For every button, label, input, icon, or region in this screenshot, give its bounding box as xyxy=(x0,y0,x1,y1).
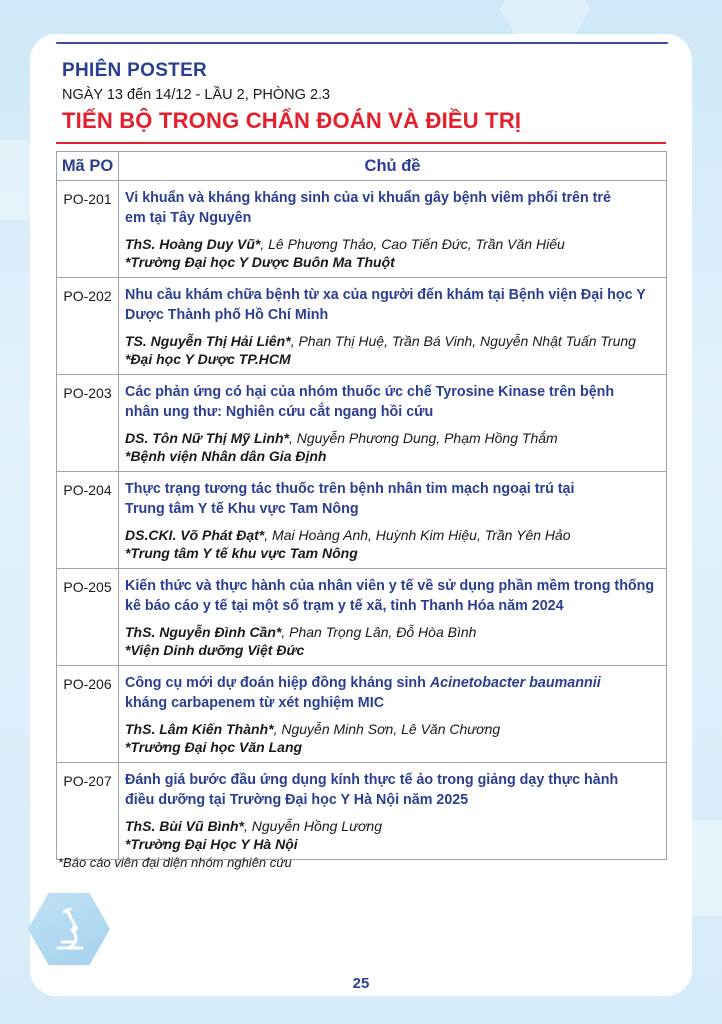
topic-line: Vi khuẩn và kháng kháng sinh của vi khuẩn gây bệnh viêm phổi trên trẻ xyxy=(125,190,611,206)
poster-authors xyxy=(125,526,658,544)
poster-content xyxy=(119,278,667,375)
topic-line: kháng carbapenem từ xét nghiệm MIC xyxy=(125,695,385,711)
co-authors: , Mai Hoàng Anh, Huỳnh Kim Hiệu, Trần Yên Hảo xyxy=(264,527,571,543)
co-authors: , Nguyễn Minh Sơn, Lê Văn Chương xyxy=(273,721,501,737)
table-row xyxy=(57,763,667,860)
poster-affiliation: *Trường Đại học Văn Lang xyxy=(125,739,303,755)
column-header-code: Mã PO xyxy=(57,152,119,181)
topic-line: điều dưỡng tại Trường Đại học Y Hà Nội năm 2025 xyxy=(125,792,469,808)
poster-topic xyxy=(125,479,658,519)
poster-affiliation: *Viện Dinh dưỡng Việt Đức xyxy=(125,642,305,658)
poster-code: PO-205 xyxy=(57,569,119,666)
topic-line: nhân ung thư: Nghiên cứu cắt ngang hồi cứu xyxy=(125,404,434,420)
topic-line: Công cụ mới dự đoán hiệp đồng kháng sinh xyxy=(125,675,430,691)
table-row xyxy=(57,375,667,472)
topic-line: Các phản ứng có hại của nhóm thuốc ức chế Tyrosine Kinase trên bệnh xyxy=(125,384,615,400)
microscope-icon xyxy=(50,904,90,954)
poster-authors xyxy=(125,623,658,641)
topic-species-name: Acinetobacter baumannii xyxy=(429,675,601,691)
topic-line: Nhu cầu khám chữa bệnh từ xa của người đến khám tại Bệnh viện Đại học Y xyxy=(125,287,646,303)
co-authors: , Nguyễn Phương Dung, Phạm Hồng Thắm xyxy=(288,430,558,446)
poster-authors xyxy=(125,817,658,835)
poster-authors xyxy=(125,720,658,738)
poster-code: PO-203 xyxy=(57,375,119,472)
topic-line: Dược Thành phố Hồ Chí Minh xyxy=(125,307,329,323)
section-rule xyxy=(56,142,666,144)
poster-affiliation: *Trường Đại học Y Dược Buôn Ma Thuột xyxy=(125,254,395,270)
poster-code: PO-206 xyxy=(57,666,119,763)
co-authors: , Phan Thị Huệ, Trần Bá Vinh, Nguyễn Nhật Tuấn Trung xyxy=(290,333,636,349)
lead-author: TS. Nguyễn Thị Hải Liên* xyxy=(125,333,291,349)
table-row xyxy=(57,472,667,569)
co-authors: , Lê Phương Thảo, Cao Tiến Đức, Trần Văn Hiếu xyxy=(260,236,565,252)
lead-author: ThS. Hoàng Duy Vũ* xyxy=(125,236,261,252)
lead-author: ThS. Bùi Vũ Bình* xyxy=(125,818,244,834)
topic-line: kê báo cáo y tế tại một số trạm y tế xã, tỉnh Thanh Hóa năm 2024 xyxy=(125,598,564,614)
poster-authors xyxy=(125,235,658,253)
poster-affiliation: *Trường Đại Học Y Hà Nội xyxy=(125,836,298,852)
table-row xyxy=(57,278,667,375)
poster-authors xyxy=(125,429,658,447)
poster-content xyxy=(119,181,667,278)
session-info: NGÀY 13 đến 14/12 - LẦU 2, PHÒNG 2.3 xyxy=(62,87,331,103)
topic-line: em tại Tây Nguyên xyxy=(125,210,252,226)
poster-code: PO-207 xyxy=(57,763,119,860)
topic-line: Kiến thức và thực hành của nhân viên y tế về sử dụng phần mềm trong thống xyxy=(125,578,655,594)
poster-topic xyxy=(125,285,658,325)
table-row xyxy=(57,181,667,278)
poster-table xyxy=(56,151,667,860)
table-row xyxy=(57,666,667,763)
co-authors: , Phan Trọng Lân, Đỗ Hòa Bình xyxy=(281,624,477,640)
poster-content xyxy=(119,569,667,666)
poster-topic xyxy=(125,382,658,422)
lead-author: DS. Tôn Nữ Thị Mỹ Linh* xyxy=(125,430,289,446)
poster-topic xyxy=(125,188,658,228)
session-title: PHIÊN POSTER xyxy=(62,60,208,81)
poster-code: PO-202 xyxy=(57,278,119,375)
poster-topic xyxy=(125,770,658,810)
poster-content xyxy=(119,375,667,472)
poster-affiliation: *Đại học Y Dược TP.HCM xyxy=(125,351,291,367)
co-authors: , Nguyễn Hồng Lương xyxy=(244,818,382,834)
topic-line: Trung tâm Y tế Khu vực Tam Nông xyxy=(125,501,359,517)
table-header-row xyxy=(57,152,667,181)
lead-author: DS.CKI. Võ Phát Đạt* xyxy=(125,527,265,543)
page-number: 25 xyxy=(352,975,370,992)
poster-content xyxy=(119,763,667,860)
poster-code: PO-201 xyxy=(57,181,119,278)
lead-author: ThS. Lâm Kiến Thành* xyxy=(125,721,274,737)
poster-content xyxy=(119,666,667,763)
header-rule xyxy=(56,42,668,44)
lead-author: ThS. Nguyễn Đình Cần* xyxy=(125,624,282,640)
section-title: TIẾN BỘ TRONG CHẨN ĐOÁN VÀ ĐIỀU TRỊ xyxy=(62,108,522,133)
topic-line: Thực trạng tương tác thuốc trên bệnh nhân tim mạch ngoại trú tại xyxy=(125,481,575,497)
footnote: *Báo cáo viên đại diện nhóm nghiên cứu xyxy=(58,855,292,870)
table-row xyxy=(57,569,667,666)
poster-code: PO-204 xyxy=(57,472,119,569)
poster-topic xyxy=(125,576,658,616)
poster-topic xyxy=(125,673,658,713)
topic-line: Đánh giá bước đầu ứng dụng kính thực tế ảo trong giảng dạy thực hành xyxy=(125,772,619,788)
poster-affiliation: *Trung tâm Y tế khu vực Tam Nông xyxy=(125,545,358,561)
poster-authors xyxy=(125,332,658,350)
column-header-topic: Chủ đề xyxy=(119,152,667,181)
poster-affiliation: *Bệnh viện Nhân dân Gia Định xyxy=(125,448,327,464)
poster-content xyxy=(119,472,667,569)
